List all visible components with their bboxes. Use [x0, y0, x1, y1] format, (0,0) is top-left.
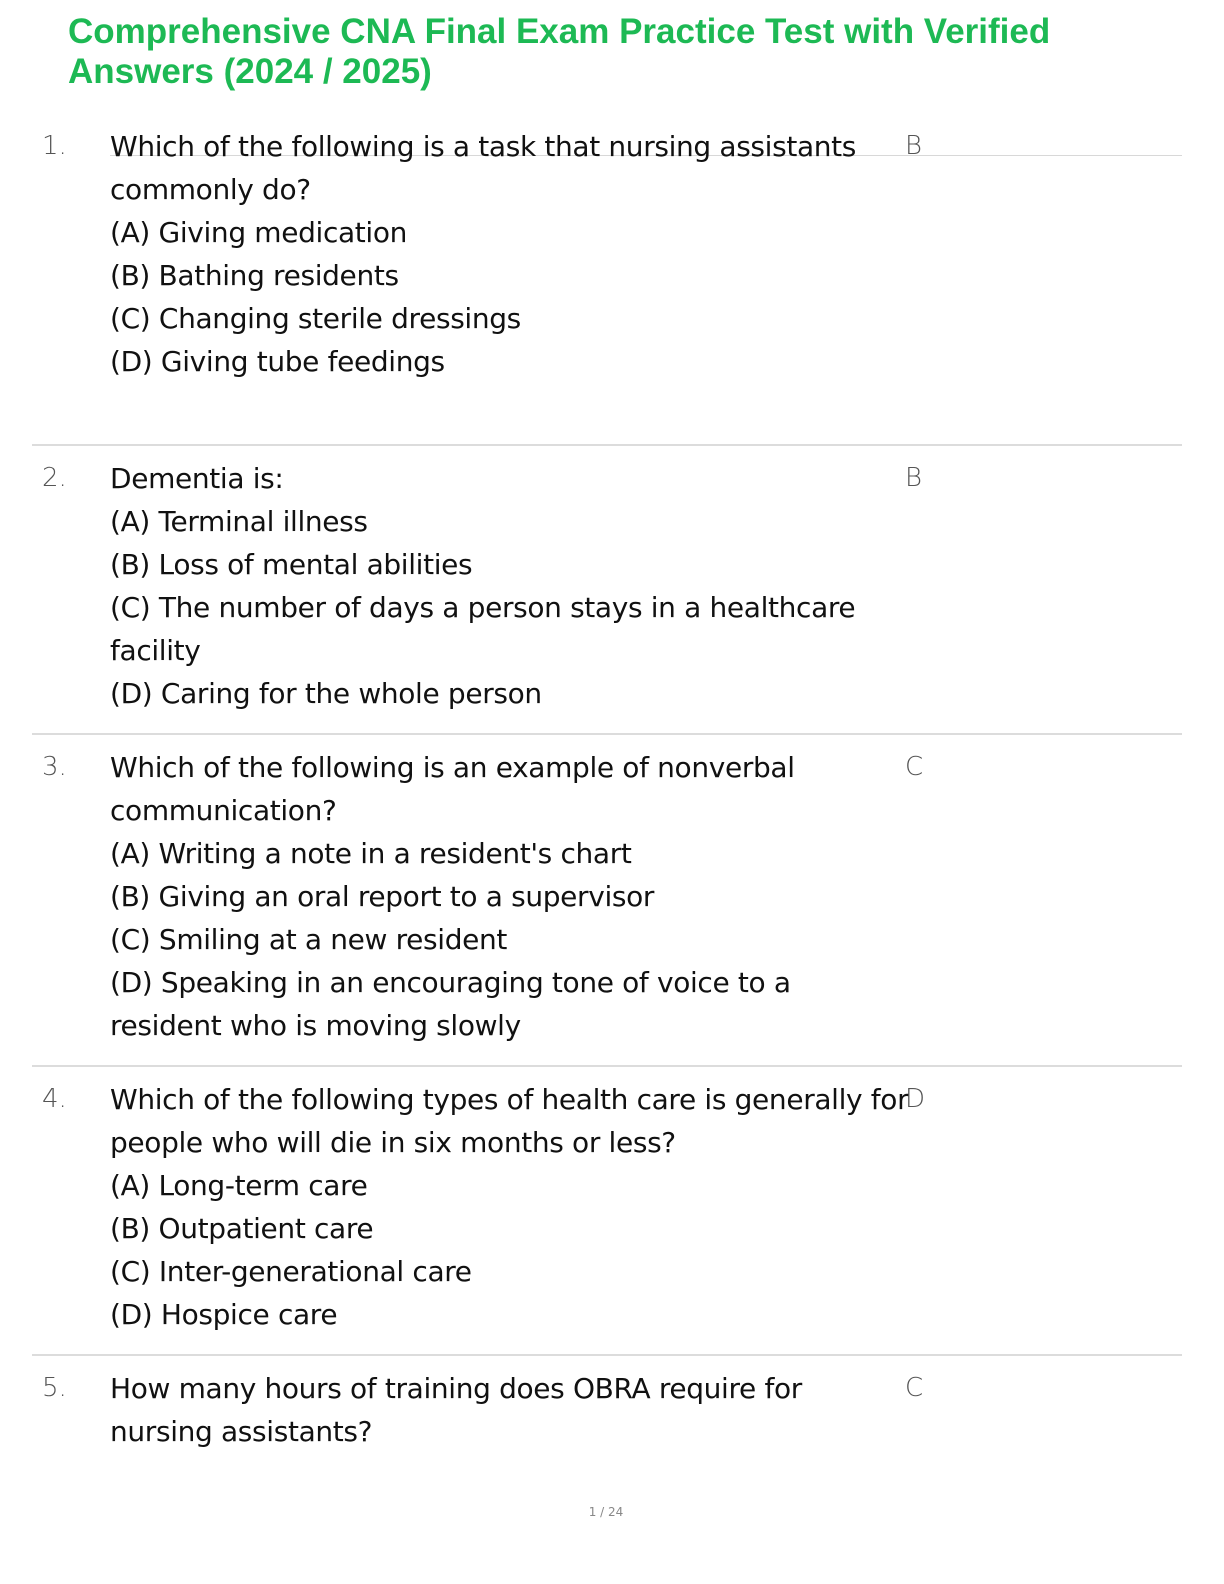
- question-number: 5.: [42, 1373, 67, 1403]
- question-number: 4.: [42, 1084, 67, 1114]
- answer-option: (C) Smiling at a new resident: [110, 923, 508, 956]
- question-divider: [32, 444, 1182, 446]
- page-number: 1 / 24: [588, 1505, 624, 1519]
- answer-option: (C) Changing sterile dressings: [110, 302, 521, 335]
- answer-option: (A) Giving medication: [110, 216, 408, 249]
- answer-option: (B) Bathing residents: [110, 259, 399, 292]
- question-stem: How many hours of training does OBRA require for nursing assistants?: [110, 1372, 802, 1448]
- question-stem: Dementia is:: [110, 462, 284, 495]
- question-body: [110, 457, 910, 715]
- correct-answer: D: [905, 1084, 926, 1114]
- answer-option: (D) Giving tube feedings: [110, 345, 445, 378]
- question-divider: [32, 1354, 1182, 1356]
- question-body: [110, 1078, 910, 1336]
- question-body: [110, 746, 910, 1047]
- question-number: 1.: [42, 131, 67, 161]
- question-stem: Which of the following is a task that nursing assistants commonly do?: [110, 130, 857, 206]
- answer-option: (B) Outpatient care: [110, 1212, 374, 1245]
- question-stem: Which of the following is an example of nonverbal communication?: [110, 751, 795, 827]
- answer-option: (C) The number of days a person stays in a healthcare facility: [110, 591, 856, 667]
- question-body: [110, 1367, 910, 1453]
- document-title: Comprehensive CNA Final Exam Practice Test with Verified Answers (2024 / 2025): [68, 12, 1051, 91]
- question-body: [110, 125, 910, 383]
- correct-answer: B: [905, 131, 923, 161]
- question-divider: [32, 1065, 1182, 1067]
- correct-answer: B: [905, 463, 923, 493]
- question-number: 2.: [42, 463, 67, 493]
- correct-answer: C: [905, 752, 924, 782]
- answer-option: (C) Inter-generational care: [110, 1255, 472, 1288]
- question-number: 3.: [42, 752, 67, 782]
- answer-option: (A) Writing a note in a resident's chart: [110, 837, 632, 870]
- question-divider: [32, 733, 1182, 735]
- answer-option: (B) Loss of mental abilities: [110, 548, 473, 581]
- answer-option: (D) Caring for the whole person: [110, 677, 542, 710]
- question-stem: Which of the following types of health care is generally for people who will die in six months or less?: [110, 1083, 909, 1159]
- answer-option: (D) Hospice care: [110, 1298, 338, 1331]
- answer-option: (A) Terminal illness: [110, 505, 368, 538]
- answer-option: (B) Giving an oral report to a supervisor: [110, 880, 655, 913]
- correct-answer: C: [905, 1373, 924, 1403]
- answer-option: (D) Speaking in an encouraging tone of voice to a resident who is moving slowly: [110, 966, 791, 1042]
- answer-option: (A) Long-term care: [110, 1169, 368, 1202]
